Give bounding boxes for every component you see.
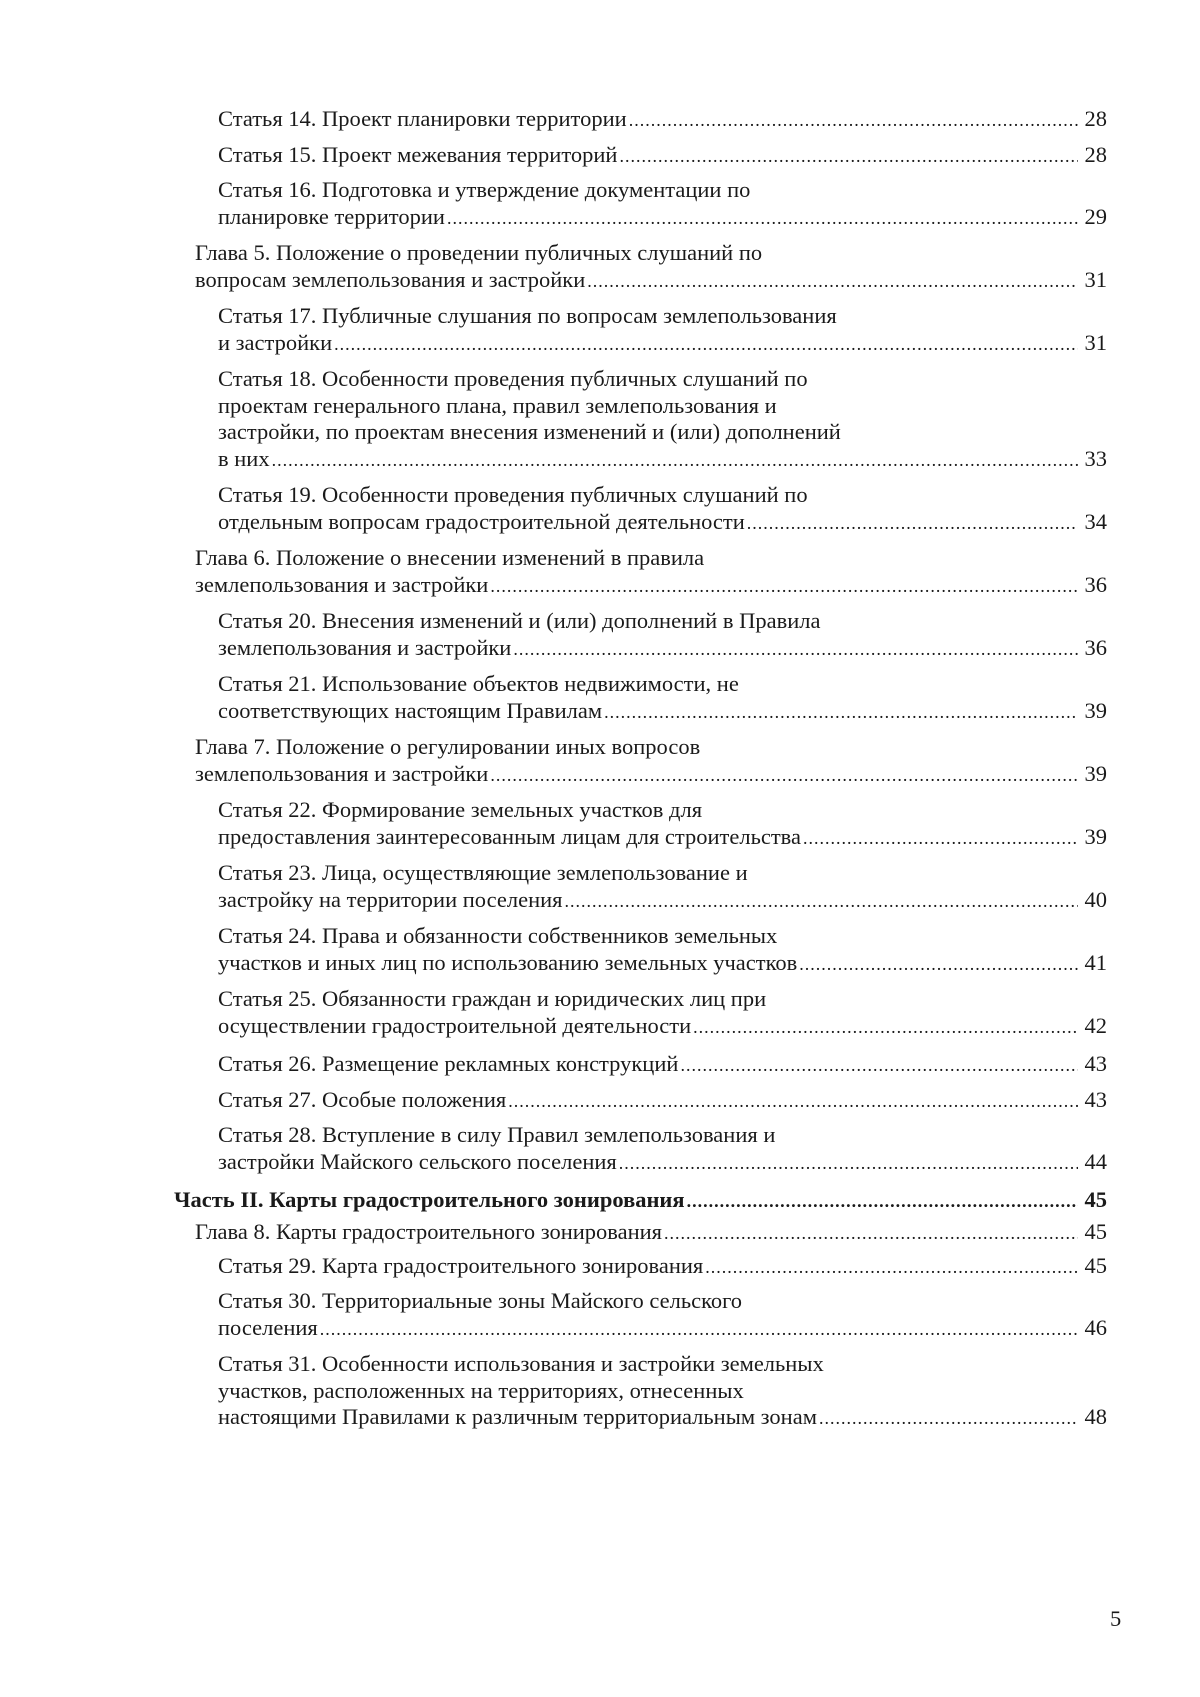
toc-entry-text-line: Статья 18. Особенности проведения публичных слушаний по xyxy=(218,366,808,391)
toc-article-entry xyxy=(218,177,1107,231)
toc-entry-text-line: Статья 16. Подготовка и утверждение документации по xyxy=(218,177,751,202)
toc-entry-text-line: землепользования и застройки xyxy=(195,571,489,597)
dot-leader xyxy=(693,1014,1078,1041)
dot-leader xyxy=(619,1150,1078,1177)
toc-entry-leader-row xyxy=(218,330,1107,358)
toc-entry-text-line: Глава 6. Положение о внесении изменений в правила xyxy=(195,545,705,570)
toc-page-number: 41 xyxy=(1084,949,1107,975)
dot-leader xyxy=(272,447,1078,474)
dot-leader xyxy=(587,268,1078,295)
toc-entry-leader-row xyxy=(218,887,1107,915)
toc-entry-text-line: участков, расположенных на территориях, отнесенных xyxy=(218,1377,744,1403)
dot-leader xyxy=(664,1219,1078,1248)
toc-entry-leader-row xyxy=(218,698,1107,726)
toc-entry-text-line: Статья 19. Особенности проведения публичных слушаний по xyxy=(218,482,808,507)
toc-entry-text-line: Глава 7. Положение о регулировании иных вопросов xyxy=(195,734,701,759)
toc-page-number: 36 xyxy=(1084,634,1107,660)
toc-entry-text-line: Часть II. Карты градостроительного зонирования xyxy=(174,1187,685,1212)
toc-page-number: 43 xyxy=(1084,1051,1107,1076)
dot-leader xyxy=(334,331,1078,358)
dot-leader xyxy=(680,1051,1078,1080)
toc-entry-text-line: осуществлении градостроительной деятельности xyxy=(218,1012,692,1038)
toc-page-number: 45 xyxy=(1084,1187,1107,1212)
toc-page-number: 48 xyxy=(1084,1404,1107,1429)
toc-entry-text-line: соответствующих настоящим Правилам xyxy=(218,697,603,723)
toc-page-number: 39 xyxy=(1084,823,1107,849)
toc-entry-leader-row xyxy=(195,1217,1107,1248)
toc-entry-text-line: проектам генерального плана, правил землепользования и xyxy=(218,392,777,418)
toc-article-entry xyxy=(218,608,1107,662)
dot-leader xyxy=(803,825,1078,852)
toc-entry-text-line: Статья 21. Использование объектов недвижимости, не xyxy=(218,671,739,696)
dot-leader xyxy=(747,510,1078,537)
toc-entry-text-line: настоящими Правилами к различным территориальным зонам xyxy=(218,1404,817,1429)
toc-entry-leader-row xyxy=(174,1185,1107,1216)
toc-article-entry xyxy=(218,1122,1107,1176)
dot-leader xyxy=(490,573,1078,600)
toc-chapter-entry xyxy=(195,240,1107,294)
toc-entry-leader-row xyxy=(218,1404,1107,1432)
toc-article-entry xyxy=(218,671,1107,725)
dot-leader xyxy=(320,1316,1078,1343)
toc-entry-text-line: поселения xyxy=(218,1314,318,1340)
toc-page-number: 36 xyxy=(1084,571,1107,597)
dot-leader xyxy=(565,888,1079,915)
toc-entry-text-line: застройку на территории поселения xyxy=(218,886,563,912)
toc-part-entry xyxy=(174,1185,1107,1216)
toc-article-entry xyxy=(218,1251,1107,1282)
toc-page-number: 45 xyxy=(1084,1219,1107,1244)
toc-article-entry xyxy=(218,303,1107,357)
toc-page-number: 29 xyxy=(1084,203,1107,229)
toc-entry-text-line: предоставления заинтересованным лицам для строительства xyxy=(218,823,801,849)
toc-entry-leader-row xyxy=(218,1085,1107,1116)
toc-entry-leader-row xyxy=(195,761,1107,789)
dot-leader xyxy=(687,1187,1078,1216)
dot-leader xyxy=(447,205,1078,232)
toc-article-entry xyxy=(218,366,1107,473)
toc-entry-leader-row xyxy=(195,267,1107,295)
toc-entry-leader-row xyxy=(218,824,1107,852)
toc-chapter-entry xyxy=(195,734,1107,788)
toc-entry-text-line: участков и иных лиц по использованию земельных участков xyxy=(218,949,798,975)
toc-entry-text-line: Статья 26. Размещение рекламных конструкций xyxy=(218,1051,679,1076)
toc-page-number: 33 xyxy=(1084,445,1107,471)
toc-entry-text-line: Статья 28. Вступление в силу Правил землепользования и xyxy=(218,1122,776,1147)
toc-page-number: 39 xyxy=(1084,760,1107,786)
toc-entry-text-line: Статья 31. Особенности использования и застройки земельных xyxy=(218,1351,824,1376)
toc-article-entry xyxy=(218,797,1107,851)
toc-entry-text-line: Глава 5. Положение о проведении публичных слушаний по xyxy=(195,240,763,265)
dot-leader xyxy=(629,106,1078,135)
toc-entry-text-line: Статья 24. Права и обязанности собственников земельных xyxy=(218,923,778,948)
dot-leader xyxy=(604,699,1078,726)
toc-page-number: 42 xyxy=(1084,1012,1107,1038)
dot-leader xyxy=(508,1087,1078,1116)
toc-article-entry xyxy=(218,104,1107,135)
toc-page-number: 28 xyxy=(1084,106,1107,131)
toc-entry-text-line: Статья 20. Внесения изменений и (или) дополнений в Правила xyxy=(218,608,821,633)
toc-entry-text-line: застройки Майского сельского поселения xyxy=(218,1148,617,1174)
toc-article-entry xyxy=(218,1049,1107,1080)
toc-entry-leader-row xyxy=(218,446,1107,474)
toc-entry-text-line: в них xyxy=(218,445,270,471)
toc-chapter-entry xyxy=(195,1217,1107,1248)
toc-page-number: 28 xyxy=(1084,142,1107,167)
dot-leader xyxy=(705,1253,1078,1282)
toc-entry-text-line: отдельным вопросам градостроительной деятельности xyxy=(218,508,745,534)
toc-article-entry xyxy=(218,986,1107,1040)
toc-entry-leader-row xyxy=(218,509,1107,537)
toc-entry-text-line: планировке территории xyxy=(218,203,445,229)
toc-page-number: 34 xyxy=(1084,508,1107,534)
page-number: 5 xyxy=(1110,1606,1122,1631)
toc-entry-text-line: Статья 22. Формирование земельных участков для xyxy=(218,797,703,822)
dot-leader xyxy=(799,951,1078,978)
toc-page-number: 31 xyxy=(1084,266,1107,292)
toc-page-number: 40 xyxy=(1084,886,1107,912)
toc-page-number: 43 xyxy=(1084,1087,1107,1112)
toc-entry-leader-row xyxy=(218,204,1107,232)
toc-article-entry xyxy=(218,482,1107,536)
dot-leader xyxy=(619,142,1078,171)
toc-entry-text-line: Глава 8. Карты градостроительного зонирования xyxy=(195,1219,663,1244)
toc-chapter-entry xyxy=(195,545,1107,599)
toc-entry-text-line: землепользования и застройки xyxy=(218,634,512,660)
toc-entry-text-line: землепользования и застройки xyxy=(195,760,489,786)
dot-leader xyxy=(819,1405,1078,1432)
toc-article-entry xyxy=(218,140,1107,171)
toc-article-entry xyxy=(218,923,1107,977)
toc-entry-text-line: Статья 23. Лица, осуществляющие землепользование и xyxy=(218,860,748,885)
toc-page-number: 31 xyxy=(1084,329,1107,355)
toc-article-entry xyxy=(218,1351,1107,1432)
toc-entry-leader-row xyxy=(218,635,1107,663)
toc-article-entry xyxy=(218,1085,1107,1116)
toc-entry-text-line: Статья 14. Проект планировки территории xyxy=(218,106,627,131)
toc-entry-leader-row xyxy=(218,950,1107,978)
toc-article-entry xyxy=(218,860,1107,914)
toc-entry-text-line: Статья 27. Особые положения xyxy=(218,1087,507,1112)
toc-entry-text-line: Статья 29. Карта градостроительного зонирования xyxy=(218,1253,704,1278)
toc-article-entry xyxy=(218,1288,1107,1342)
toc-entry-leader-row xyxy=(195,572,1107,600)
toc-entry-leader-row xyxy=(218,1315,1107,1343)
toc-entry-text-line: застройки, по проектам внесения изменений и (или) дополнений xyxy=(218,419,841,444)
toc-entry-leader-row xyxy=(218,104,1107,135)
toc-entry-leader-row xyxy=(218,1049,1107,1080)
dot-leader xyxy=(513,636,1078,663)
toc-entry-text-line: Статья 25. Обязанности граждан и юридических лиц при xyxy=(218,986,767,1011)
toc-entry-leader-row xyxy=(218,1251,1107,1282)
toc-entry-text-line: и застройки xyxy=(218,329,333,355)
toc-page-number: 39 xyxy=(1084,697,1107,723)
toc-page-number: 44 xyxy=(1084,1148,1107,1174)
toc-entry-text-line: Статья 15. Проект межевания территорий xyxy=(218,142,618,167)
toc-entry-text-line: вопросам землепользования и застройки xyxy=(195,266,586,292)
toc-entry-text-line: Статья 17. Публичные слушания по вопросам землепользования xyxy=(218,303,837,328)
toc-entry-leader-row xyxy=(218,140,1107,171)
toc-entry-text-line: Статья 30. Территориальные зоны Майского сельского xyxy=(218,1288,743,1313)
dot-leader xyxy=(490,762,1078,789)
toc-page-number: 45 xyxy=(1084,1253,1107,1278)
toc-entry-leader-row xyxy=(218,1149,1107,1177)
toc-page-number: 46 xyxy=(1084,1314,1107,1340)
toc-entry-leader-row xyxy=(218,1013,1107,1041)
